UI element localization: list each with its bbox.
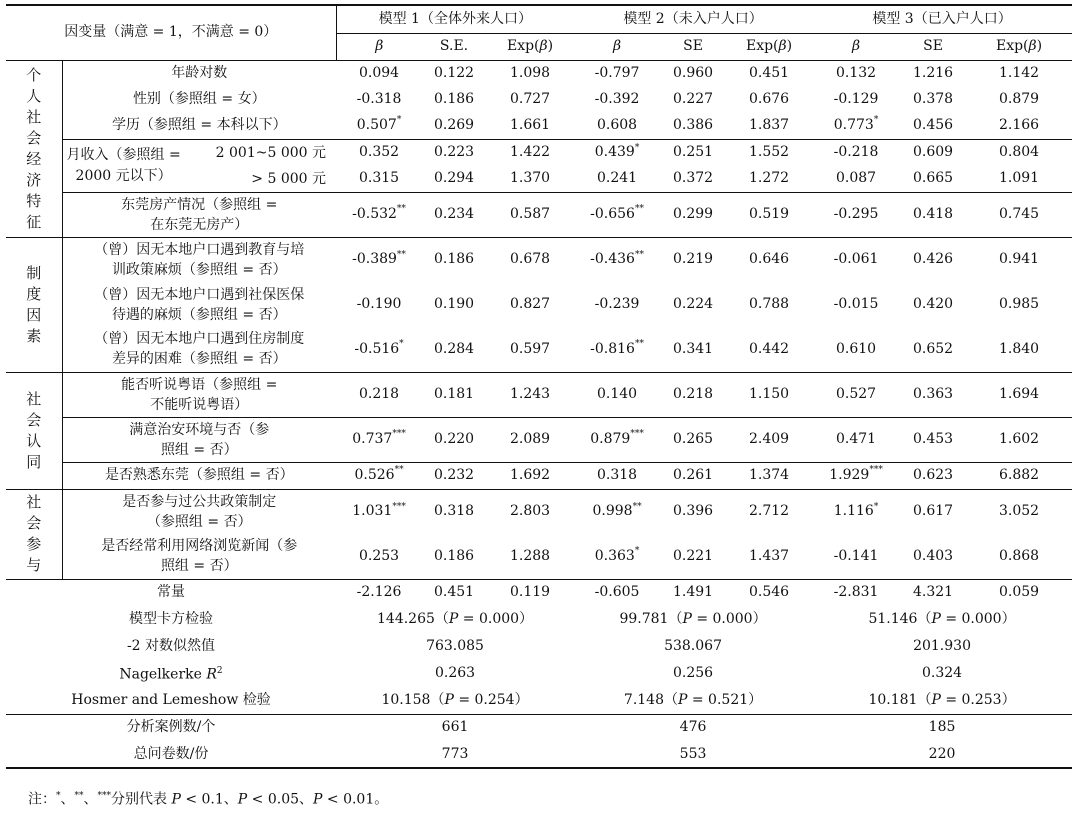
value-cell: 1.552 (726, 139, 812, 166)
variable-label: 满意治安环境与否（参照组 = 否） (62, 417, 336, 462)
stats-row (6, 687, 1072, 714)
group-label: 社 会 参 与 (6, 489, 62, 579)
table-row (6, 534, 1072, 579)
regression-table (6, 4, 1072, 769)
count-value: 661 (336, 714, 574, 741)
value-cell: 0.186 (433, 90, 475, 107)
value-cell: 0.646 (726, 237, 812, 282)
value-cell: -0.218 (812, 139, 900, 166)
value-cell: 0.788 (748, 296, 790, 312)
stats-value: 0.324 (921, 665, 963, 681)
variable-label: 是否经常利用网络浏览新闻（参照组 = 否） (101, 538, 298, 575)
column-header: β (336, 33, 422, 60)
value-cell: 0.186 (422, 237, 486, 282)
value-cell: 1.692 (486, 462, 574, 489)
value-cell: 0.223 (422, 139, 486, 166)
variable-label: 是否参与过公共政策制定（参照组 = 否） (62, 489, 336, 534)
value-cell: 0.220 (422, 417, 486, 462)
value-cell: -0.015 (833, 296, 879, 312)
value-cell: 0.299 (660, 192, 726, 237)
table-row (6, 60, 1072, 86)
value-cell: -0.516* (354, 339, 404, 357)
value-cell: 1.694 (966, 372, 1072, 417)
value-cell: 0.587 (486, 192, 574, 237)
value-cell: 0.453 (900, 417, 966, 462)
value-cell: 1.437 (748, 547, 790, 564)
value-cell: -0.190 (356, 296, 402, 312)
value-cell: 1.661 (509, 116, 551, 133)
stats-row (6, 633, 1072, 660)
value-cell: 0.186 (433, 547, 475, 564)
group-label: 个 人 社 会 经 济 特 征 (6, 60, 62, 237)
value-cell: 0.265 (660, 417, 726, 462)
variable-label: 年龄对数 (62, 60, 336, 86)
table-note: 注：*、**、***分别代表 P < 0.1、P < 0.05、P < 0.01。 (28, 791, 389, 808)
value-cell: 0.623 (900, 462, 966, 489)
value-cell: 0.426 (900, 237, 966, 282)
value-cell: 0.451 (422, 579, 486, 606)
value-cell: 0.318 (574, 462, 660, 489)
model-header: 模型 3（已入户人口） (812, 5, 1072, 33)
value-cell: 0.678 (486, 237, 574, 282)
model-header: 模型 1（全体外来人口） (336, 5, 574, 33)
value-cell: 0.439* (574, 139, 660, 166)
value-cell: 0.386 (672, 116, 714, 133)
stats-value: 538.067 (664, 638, 722, 654)
count-row (6, 741, 1072, 768)
value-cell: 0.420 (912, 296, 954, 312)
value-cell: 0.471 (812, 417, 900, 462)
value-cell: 1.370 (509, 170, 551, 187)
value-cell: 0.403 (912, 547, 954, 564)
value-cell: 1.216 (900, 60, 966, 86)
value-cell: 1.929*** (812, 462, 900, 489)
value-cell: 0.094 (336, 60, 422, 86)
value-cell: 0.363 (900, 372, 966, 417)
count-value: 476 (574, 714, 812, 741)
column-header: Exp(β) (726, 33, 812, 60)
value-cell: 2.409 (726, 417, 812, 462)
value-cell: 0.827 (509, 296, 551, 312)
value-cell: -0.389** (336, 237, 422, 282)
table-row (6, 282, 1072, 327)
value-cell: 1.374 (726, 462, 812, 489)
variable-label: （曾）因无本地户口遇到住房制度差异的困难（参照组 = 否） (94, 331, 305, 368)
stats-value: 99.781（P = 0.000） (619, 611, 767, 627)
value-cell: 0.727 (509, 90, 551, 107)
value-cell: 4.321 (900, 579, 966, 606)
value-cell: 1.272 (748, 170, 790, 187)
value-cell: 0.665 (912, 170, 954, 187)
value-cell: 1.098 (486, 60, 574, 86)
stats-row (6, 606, 1072, 633)
value-cell: 0.985 (998, 296, 1040, 312)
table-row (6, 112, 1072, 139)
stats-label: Nagelkerke $R^2$ (119, 666, 223, 683)
value-cell: 1.602 (966, 417, 1072, 462)
constant-row (6, 579, 1072, 606)
column-header: Exp(β) (486, 33, 574, 60)
value-cell: 0.251 (660, 139, 726, 166)
value-cell: 0.181 (422, 372, 486, 417)
table-row (6, 372, 1072, 417)
value-cell: 0.597 (509, 340, 551, 357)
value-cell: -0.295 (812, 192, 900, 237)
value-cell: 2.166 (998, 116, 1040, 133)
value-cell: 3.052 (966, 489, 1072, 534)
value-cell: 0.284 (433, 340, 475, 357)
stats-row (6, 660, 1072, 687)
value-cell: 1.840 (998, 340, 1040, 357)
dependent-variable-label: 因变量（满意 = 1，不满意 = 0） (6, 5, 336, 60)
value-cell: 0.527 (812, 372, 900, 417)
count-value: 220 (812, 741, 1072, 768)
value-cell: 0.269 (433, 116, 475, 133)
group-label: 制 度 因 素 (6, 237, 62, 372)
value-cell: 0.960 (660, 60, 726, 86)
stats-value: 7.148（P = 0.521） (623, 691, 763, 708)
value-cell: 0.363* (594, 546, 640, 564)
variable-label: （曾）因无本地户口遇到教育与培训政策麻烦（参照组 = 否） (62, 237, 336, 282)
value-cell: 0.122 (422, 60, 486, 86)
value-cell: 0.608 (596, 116, 638, 133)
constant-label: 常量 (6, 579, 336, 606)
value-cell: 0.218 (660, 372, 726, 417)
value-cell: 0.059 (966, 579, 1072, 606)
column-header: Exp(β) (966, 33, 1072, 60)
value-cell: -2.126 (336, 579, 422, 606)
value-cell: -0.141 (833, 547, 879, 564)
value-cell: -0.797 (574, 60, 660, 86)
value-cell: 1.031*** (336, 489, 422, 534)
value-cell: 1.091 (998, 170, 1040, 187)
value-cell: -0.129 (833, 90, 879, 107)
value-cell: 1.491 (660, 579, 726, 606)
value-cell: 0.218 (336, 372, 422, 417)
value-cell: 0.879 (998, 90, 1040, 107)
value-cell: 0.294 (433, 170, 475, 187)
value-cell: 0.418 (900, 192, 966, 237)
table-row (6, 417, 1072, 462)
value-cell: 0.617 (900, 489, 966, 534)
value-cell: -0.318 (356, 90, 402, 107)
value-cell: -0.239 (594, 296, 640, 312)
header-row (6, 5, 1072, 33)
value-cell: 0.396 (660, 489, 726, 534)
value-cell: 0.519 (726, 192, 812, 237)
value-cell: -0.605 (574, 579, 660, 606)
value-cell: 0.232 (422, 462, 486, 489)
stats-value: 144.265（P = 0.000） (377, 611, 534, 627)
stats-value: 0.263 (434, 665, 476, 681)
value-cell: 1.150 (726, 372, 812, 417)
value-cell: -0.532** (336, 192, 422, 237)
value-cell: 0.546 (726, 579, 812, 606)
count-label: 总问卷数/份 (6, 741, 336, 768)
count-value: 185 (812, 714, 1072, 741)
value-cell: 0.442 (748, 340, 790, 357)
value-cell: 0.998** (574, 489, 660, 534)
value-cell: 2.089 (486, 417, 574, 462)
column-header: SE (900, 33, 966, 60)
variable-label: 学历（参照组 = 本科以下） (111, 116, 287, 133)
stats-value: 10.158（P = 0.254） (381, 691, 529, 708)
value-cell: 0.315 (358, 170, 400, 187)
value-cell: 1.142 (966, 60, 1072, 86)
stats-value: 51.146（P = 0.000） (868, 611, 1016, 627)
value-cell: 1.243 (486, 372, 574, 417)
table-row (6, 327, 1072, 372)
value-cell: 0.676 (748, 90, 790, 107)
column-header: β (574, 33, 660, 60)
stats-label: 模型卡方检验 (129, 611, 213, 627)
value-cell: 0.652 (912, 340, 954, 357)
value-cell: 0.745 (966, 192, 1072, 237)
model-header: 模型 2（未入户人口） (574, 5, 812, 33)
variable-label: 月收入（参照组 = 2000 元以下） 2 001~5 000 元 > 5 000 元 (62, 139, 336, 192)
value-cell: 0.119 (486, 579, 574, 606)
table-row (6, 489, 1072, 534)
value-cell: 0.378 (912, 90, 954, 107)
stats-value: 0.256 (672, 665, 714, 681)
value-cell: 0.140 (574, 372, 660, 417)
count-row (6, 714, 1072, 741)
column-header: SE (660, 33, 726, 60)
count-value: 553 (574, 741, 812, 768)
value-cell: 0.451 (726, 60, 812, 86)
value-cell: 0.941 (966, 237, 1072, 282)
table-row (6, 139, 1072, 166)
value-cell: 2.803 (486, 489, 574, 534)
value-cell: 0.253 (358, 547, 400, 564)
value-cell: 0.224 (672, 296, 714, 312)
value-cell: 2.712 (726, 489, 812, 534)
value-cell: 0.190 (433, 296, 475, 312)
value-cell: 6.882 (966, 462, 1072, 489)
value-cell: 1.837 (748, 116, 790, 133)
value-cell: 0.221 (672, 547, 714, 564)
value-cell: 0.868 (998, 547, 1040, 564)
value-cell: 0.609 (900, 139, 966, 166)
stats-value: 763.085 (426, 638, 484, 654)
value-cell: 0.610 (835, 340, 877, 357)
value-cell: 0.352 (336, 139, 422, 166)
value-cell: 1.422 (486, 139, 574, 166)
value-cell: -0.436** (574, 237, 660, 282)
value-cell: -0.392 (594, 90, 640, 107)
variable-label: 东莞房产情况（参照组 = 在东莞无房产） (62, 192, 336, 237)
stats-label: -2 对数似然值 (126, 638, 216, 654)
value-cell: 0.227 (672, 90, 714, 107)
stats-value: 201.930 (913, 638, 971, 654)
value-cell: 0.879*** (574, 417, 660, 462)
value-cell: 0.456 (912, 116, 954, 133)
stats-label: Hosmer and Lemeshow 检验 (71, 691, 271, 708)
variable-label: 性别（参照组 = 女） (132, 90, 266, 107)
value-cell: -2.831 (812, 579, 900, 606)
value-cell: 0.261 (660, 462, 726, 489)
value-cell: 1.288 (509, 547, 551, 564)
variable-label: 能否听说粤语（参照组 = 不能听说粤语） (62, 372, 336, 417)
stats-value: 10.181（P = 0.253） (868, 691, 1016, 708)
count-value: 773 (336, 741, 574, 768)
variable-label: （曾）因无本地户口遇到社保医保待遇的麻烦（参照组 = 否） (94, 286, 305, 323)
count-label: 分析案例数/个 (6, 714, 336, 741)
value-cell: 0.341 (672, 340, 714, 357)
variable-label: 是否熟悉东莞（参照组 = 否） (62, 462, 336, 489)
value-cell: 0.241 (596, 170, 638, 187)
value-cell: 0.132 (812, 60, 900, 86)
value-cell: 0.507* (356, 115, 402, 133)
table-row (6, 462, 1072, 489)
value-cell: 0.234 (422, 192, 486, 237)
value-cell: 0.087 (835, 170, 877, 187)
column-header: β (812, 33, 900, 60)
value-cell: 0.737*** (336, 417, 422, 462)
value-cell: 0.318 (422, 489, 486, 534)
value-cell: 0.526** (336, 462, 422, 489)
table-row (6, 86, 1072, 112)
value-cell: -0.061 (812, 237, 900, 282)
value-cell: 0.219 (660, 237, 726, 282)
value-cell: 0.773* (833, 115, 879, 133)
value-cell: -0.656** (574, 192, 660, 237)
value-cell: 0.804 (966, 139, 1072, 166)
table-row (6, 192, 1072, 237)
group-label: 社 会 认 同 (6, 372, 62, 489)
value-cell: 0.372 (672, 170, 714, 187)
column-header: S.E. (422, 33, 486, 60)
value-cell: -0.816** (590, 339, 644, 357)
value-cell: 1.116* (812, 489, 900, 534)
table-row (6, 237, 1072, 282)
